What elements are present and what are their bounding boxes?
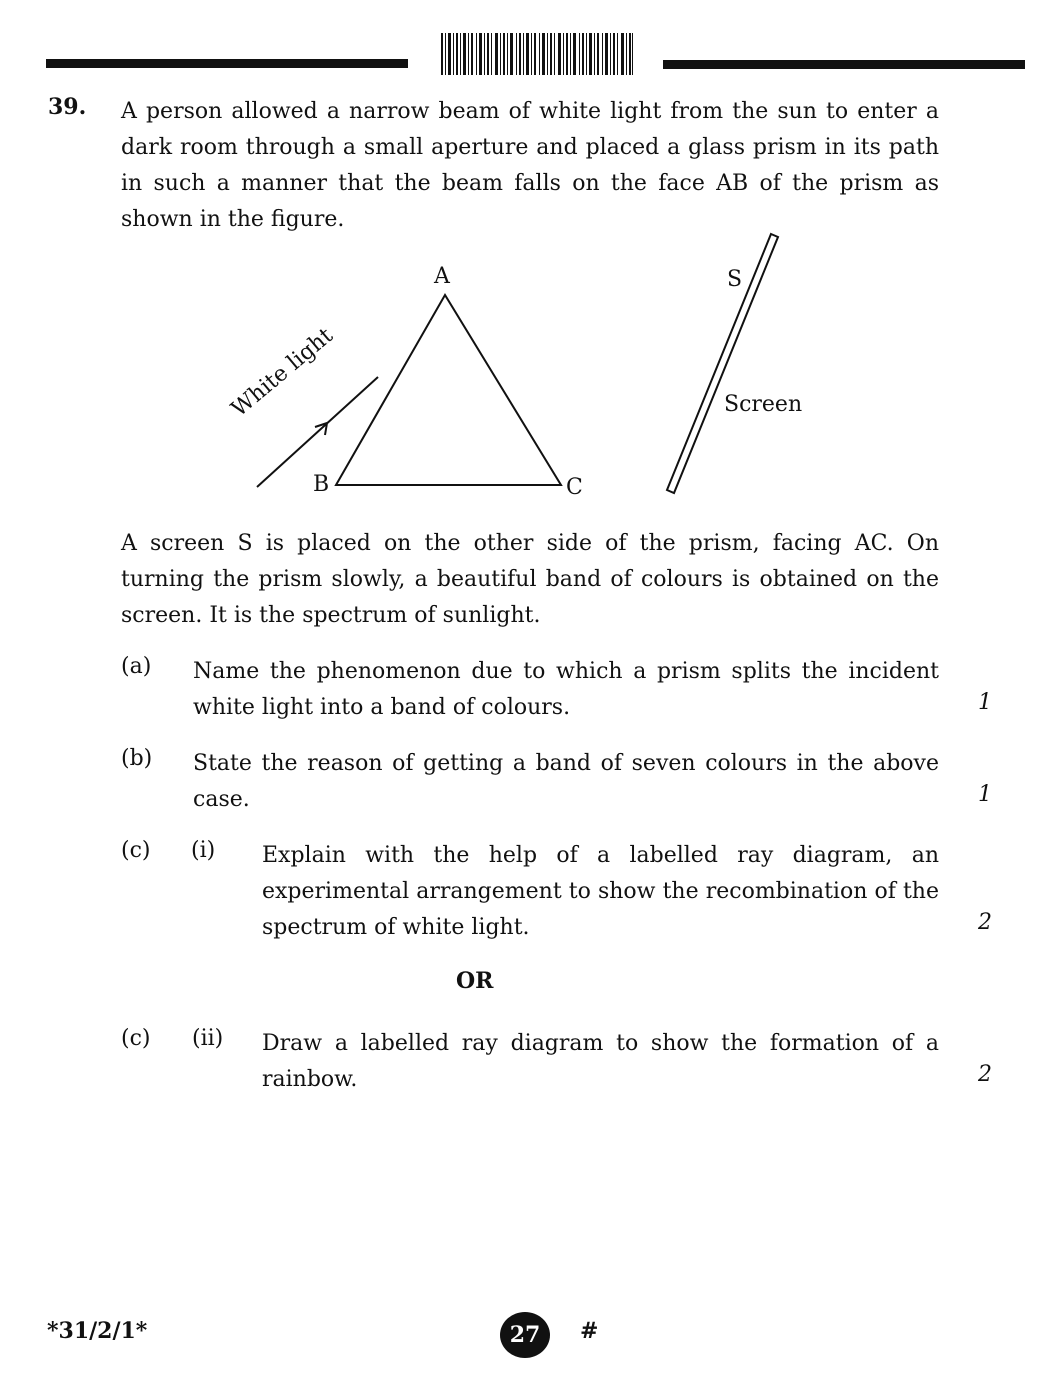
part-c-ii-marks: 2 xyxy=(978,1062,992,1087)
header-rule-left xyxy=(46,59,408,68)
part-c-ii-label: (ii) xyxy=(192,1026,224,1051)
vertex-a-label: A xyxy=(434,264,450,289)
part-c-i-marks: 2 xyxy=(978,910,992,935)
screen-shape xyxy=(667,234,778,493)
header-rule-right xyxy=(663,60,1025,69)
part-b-marks: 1 xyxy=(978,782,992,807)
vertex-c-label: C xyxy=(566,475,583,500)
part-c-label: (c) xyxy=(121,838,151,863)
page-number: 27 xyxy=(509,1322,541,1348)
part-c-i-label: (i) xyxy=(191,838,216,863)
part-c-alt-label: (c) xyxy=(121,1026,151,1051)
vertex-b-label: B xyxy=(313,472,330,497)
question-number: 39. xyxy=(48,94,87,120)
question-intro: A person allowed a narrow beam of white light from the sun to enter a dark room through a small aperture and placed a glass prism in its path in such a manner that the beam falls on the face AB of the prism as shown in the figure. xyxy=(121,99,939,232)
question-description: A screen S is placed on the other side of the prism, facing AC. On turning the prism slowly, a beautiful band of colours is obtained on the screen. It is the spectrum of sunlight. xyxy=(121,531,939,628)
screen-s-label: S xyxy=(727,267,743,292)
part-b-label: (b) xyxy=(121,746,153,771)
barcode xyxy=(441,33,633,75)
part-a-text: Name the phenomenon due to which a prism splits the incident white light into a band of colours. xyxy=(193,659,939,720)
part-c-i-text: Explain with the help of a labelled ray diagram, an experimental arrangement to show the recombination of the spectrum of white light. xyxy=(262,843,939,940)
hash-symbol: # xyxy=(580,1318,599,1344)
prism-figure xyxy=(226,230,830,510)
part-c-ii-text: Draw a labelled ray diagram to show the formation of a rainbow. xyxy=(262,1031,939,1092)
page-number-badge xyxy=(500,1312,550,1358)
paper-code: *31/2/1* xyxy=(47,1318,148,1344)
screen-label: Screen xyxy=(724,392,803,417)
part-b-text: State the reason of getting a band of seven colours in the above case. xyxy=(193,751,939,812)
white-light-label: White light xyxy=(226,323,338,423)
or-separator: OR xyxy=(456,968,494,994)
part-a-label: (a) xyxy=(121,654,152,679)
part-a-marks: 1 xyxy=(978,690,992,715)
